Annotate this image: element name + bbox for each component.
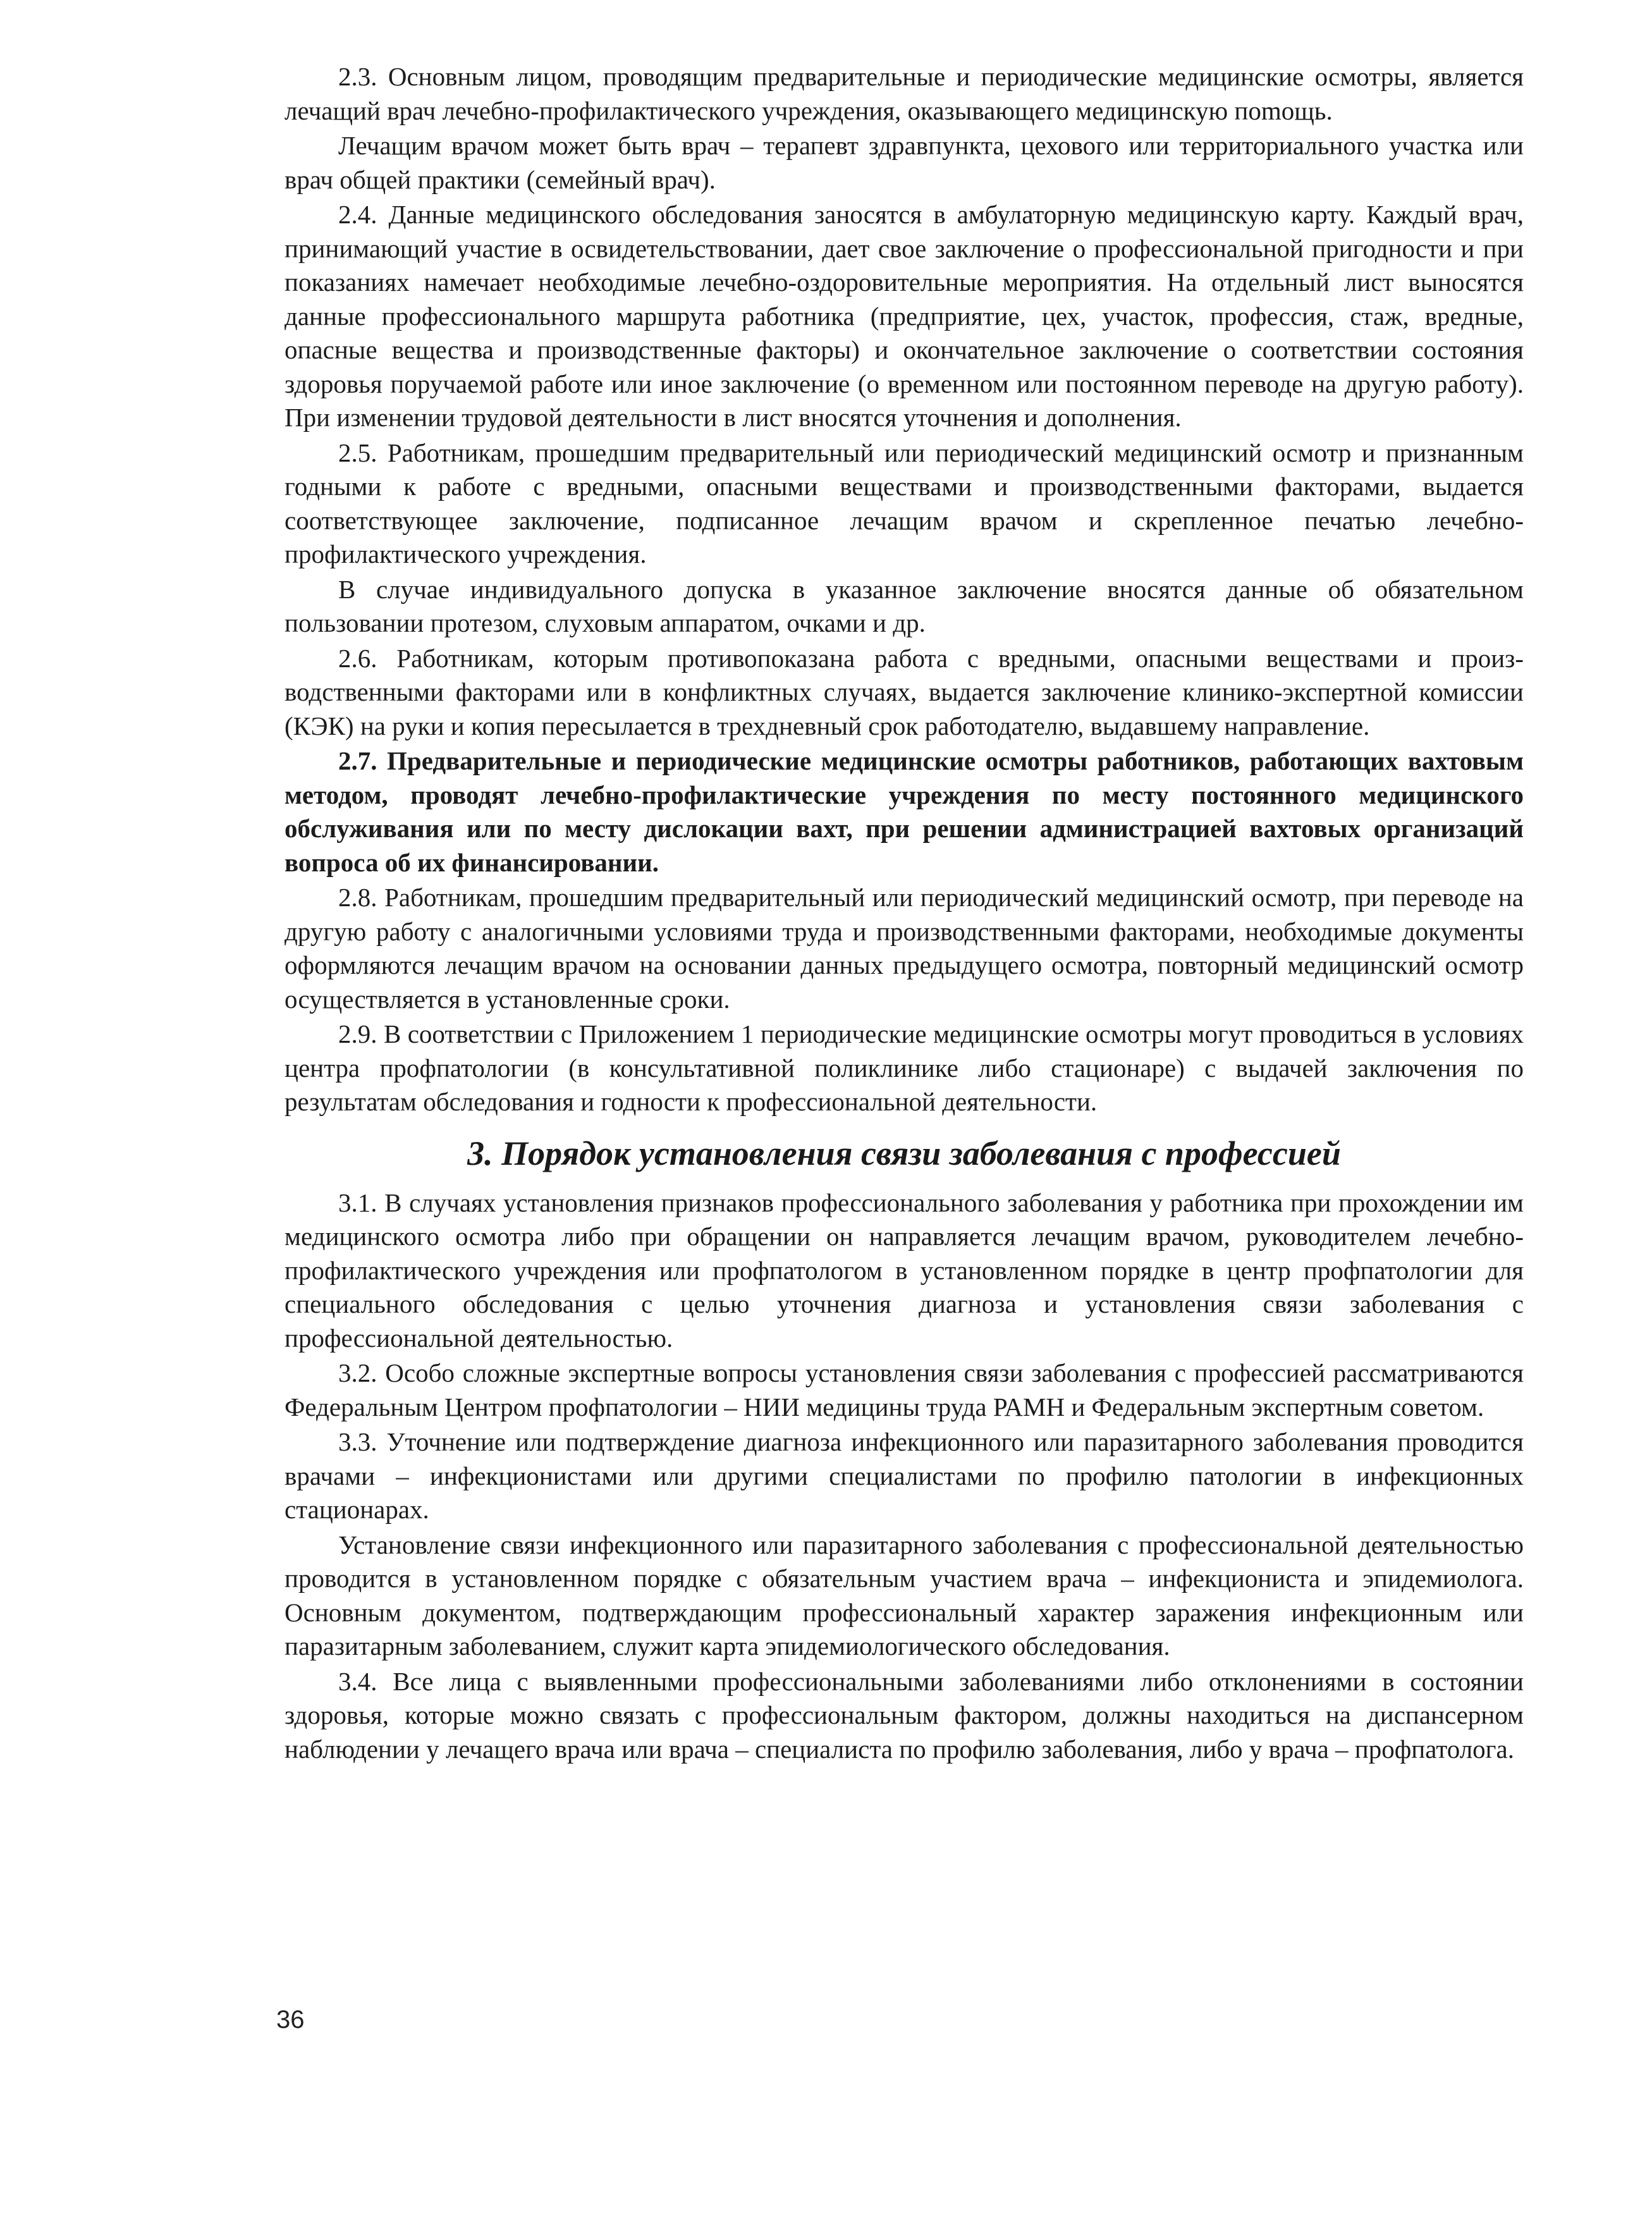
section-heading-3: 3. Порядок установления связи заболевания с профессией [467, 1134, 1341, 1172]
paragraph-3-3-infection-link: Установление связи инфекционного или паразитарного заболевания с профессиональной деятельностью проводится в установленном порядке с обязательным участием врача – инфекциониста и эпидемиолога. Основным документом, подтверждающим профессиональный характер заражения инфекционным или паразитарным заболеванием, служит карта эпидемиологического обследования. [285, 1530, 1524, 1661]
paragraph-3-3: 3.3. Уточнение или подтверждение диагноза инфекционного или паразитарного заболевания проводится врачами – инфекционистами или другими специалистами по профилю патологии в инфекционных стационарах. [285, 1427, 1524, 1524]
paragraph-2-5-individual-admission: В случае индивидуального допуска в указанное заключение вносятся данные об обязательном пользовании протезом, слуховым аппаратом, очками и др. [285, 574, 1524, 637]
page-number: 36 [276, 2006, 305, 2034]
document-body [285, 60, 1524, 1767]
paragraph-2-3-attending-physician: Лечащим врачом может быть врач – терапевт здравпункта, цехового или территориального участка или врач общей практики (семейный врач). [285, 131, 1524, 194]
paragraph-2-4: 2.4. Данные медицинского обследования заносятся в амбулаторную медицинскую карту. Каждый врач, принимающий участие в освидетельствовании, дает свое заключение о профессиональной пригодности и при показаниях намечает необходимые лечебно-оздоровительные мероприятия. На отдельный лист выносятся данные профессионального маршрута работника (предприятие, цех, участок, профессия, стаж, вредные, опасные вещества и производственные факторы) и окончательное заключение о соответствии состояния здоровья поручаемой работе или иное заключение (о временном или постоянном переводе на другую работу). При изменении трудовой деятельности в лист вносятся уточнения и дополнения. [285, 200, 1524, 432]
paragraph-3-4: 3.4. Все лица с выявленными профессиональными заболеваниями либо отклонениями в состоянии здоровья, которые можно связать с профессиональным фактором, должны находиться на диспансерном наблюдении у лечащего врача или врача – специалиста по профилю заболевания, либо у врача – профпатолога. [285, 1666, 1524, 1764]
paragraph-2-9: 2.9. В соответствии с Приложением 1 периодические медицинские осмотры могут проводиться в условиях центра профпатологии (в консультативной поликлинике либо стационаре) с выдачей заключения по результатам обследования и годности к профессиональной деятельности. [285, 1019, 1524, 1116]
paragraph-2-3: 2.3. Основным лицом, проводящим предварительные и периодические медицинские осмотры, является лечащий врач лечебно-профилактического учреждения, оказывающего медицинскую поmощь. [285, 62, 1524, 125]
paragraph-2-7: 2.7. Предварительные и периодические медицинские осмотры работников, работающих вахтовым методом, проводят лечебно-профилактические учреждения по месту постоянного медицинского обслуживания или по месту дислокации вахт, при решении администрацией вахтовых организаций вопроса об их финансировании. [285, 746, 1524, 877]
paragraph-3-1: 3.1. В случаях установления признаков профессионального заболевания у работника при прохождении им медицинского осмотра либо при обращении он направляется лечащим врачом, руководителем лечебно-профилактического учреждения или профпатологом в установленном порядке в центр профпатологии для специального обследования с целью уточнения диагноза и установления связи заболевания с профессиональной деятельностью. [285, 1188, 1524, 1353]
paragraph-2-8: 2.8. Работникам, прошедшим предварительный или периодический медицинский осмотр, при переводе на другую работу с аналогичными условиями труда и производственными факторами, необходимые документы оформляются лечащим врачом на основании данных предыдущего осмотра, повторный медицинский осмотр осуществляется в установленные сроки. [285, 883, 1524, 1014]
paragraph-2-5: 2.5. Работникам, прошедшим предварительный или периодический медицинский осмотр и признанным годными к работе с вредными, опасными веществами и производственными факторами, выдается соответствующее заключение, подписанное лечащим врачом и скрепленное печатью лечебно-профилактического учреждения. [285, 438, 1524, 568]
paragraph-2-6: 2.6. Работникам, которым противопоказана работа с вредными, опасными веществами и производственными факторами или в конфликтных случаях, выдается заключение клинико-экспертной комиссии (КЭК) на руки и копия пересылается в трехдневный срок работодателю, выдавшему направление. [285, 643, 1524, 740]
paragraph-3-2: 3.2. Особо сложные экспертные вопросы установления связи заболевания с профессией рассматриваются Федеральным Центром профпатологии – НИИ медицины труда РАМН и Федеральным экспертным советом. [285, 1358, 1524, 1422]
